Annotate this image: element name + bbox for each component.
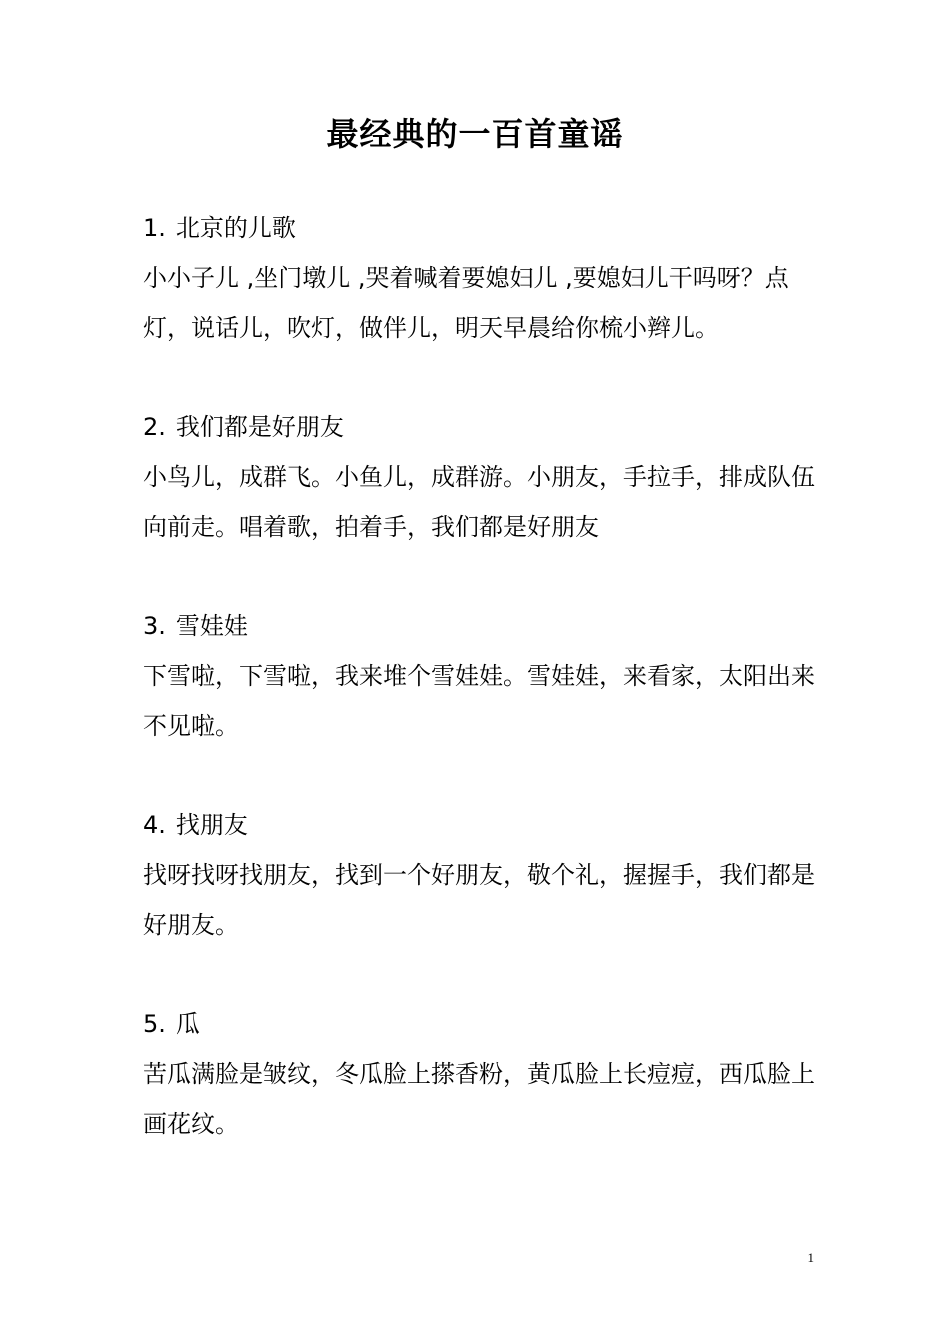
poem-heading — [143, 601, 823, 651]
poem-item — [143, 402, 823, 552]
poem-heading — [143, 203, 823, 253]
poem-number: 4. — [143, 811, 166, 839]
poem-heading — [143, 999, 823, 1049]
poem-list — [143, 203, 823, 1198]
poem-body: 小小子儿 ,坐门墩儿 ,哭着喊着要媳妇儿 ,要媳妇儿干吗呀？点灯，说话儿，吹灯，做伴儿，明天早晨给你梳小辫儿。 — [143, 264, 789, 342]
poem-item — [143, 999, 823, 1149]
poem-title: 瓜 — [175, 1010, 200, 1038]
poem-heading — [143, 800, 823, 850]
poem-heading — [143, 402, 823, 452]
poem-item — [143, 203, 823, 353]
poem-item — [143, 601, 823, 751]
poem-item — [143, 800, 823, 950]
poem-title: 找朋友 — [175, 811, 248, 839]
poem-number: 2. — [143, 413, 166, 441]
poem-title: 我们都是好朋友 — [175, 413, 344, 441]
page-number: 1 — [807, 1250, 814, 1265]
poem-number: 3. — [143, 612, 166, 640]
poem-body: 小鸟儿，成群飞。小鱼儿，成群游。小朋友，手拉手，排成队伍向前走。唱着歌，拍着手，我们都是好朋友 — [143, 463, 815, 541]
poem-title: 北京的儿歌 — [175, 214, 296, 242]
poem-number: 5. — [143, 1010, 166, 1038]
poem-body: 找呀找呀找朋友，找到一个好朋友，敬个礼，握握手，我们都是好朋友。 — [143, 861, 815, 939]
poem-number: 1. — [143, 214, 166, 242]
page-title: 最经典的一百首童谣 — [326, 115, 624, 153]
poem-body: 苦瓜满脸是皱纹，冬瓜脸上搽香粉，黄瓜脸上长痘痘，西瓜脸上画花纹。 — [143, 1060, 815, 1138]
poem-title: 雪娃娃 — [175, 612, 248, 640]
poem-body: 下雪啦，下雪啦，我来堆个雪娃娃。雪娃娃，来看家，太阳出来不见啦。 — [143, 662, 815, 740]
